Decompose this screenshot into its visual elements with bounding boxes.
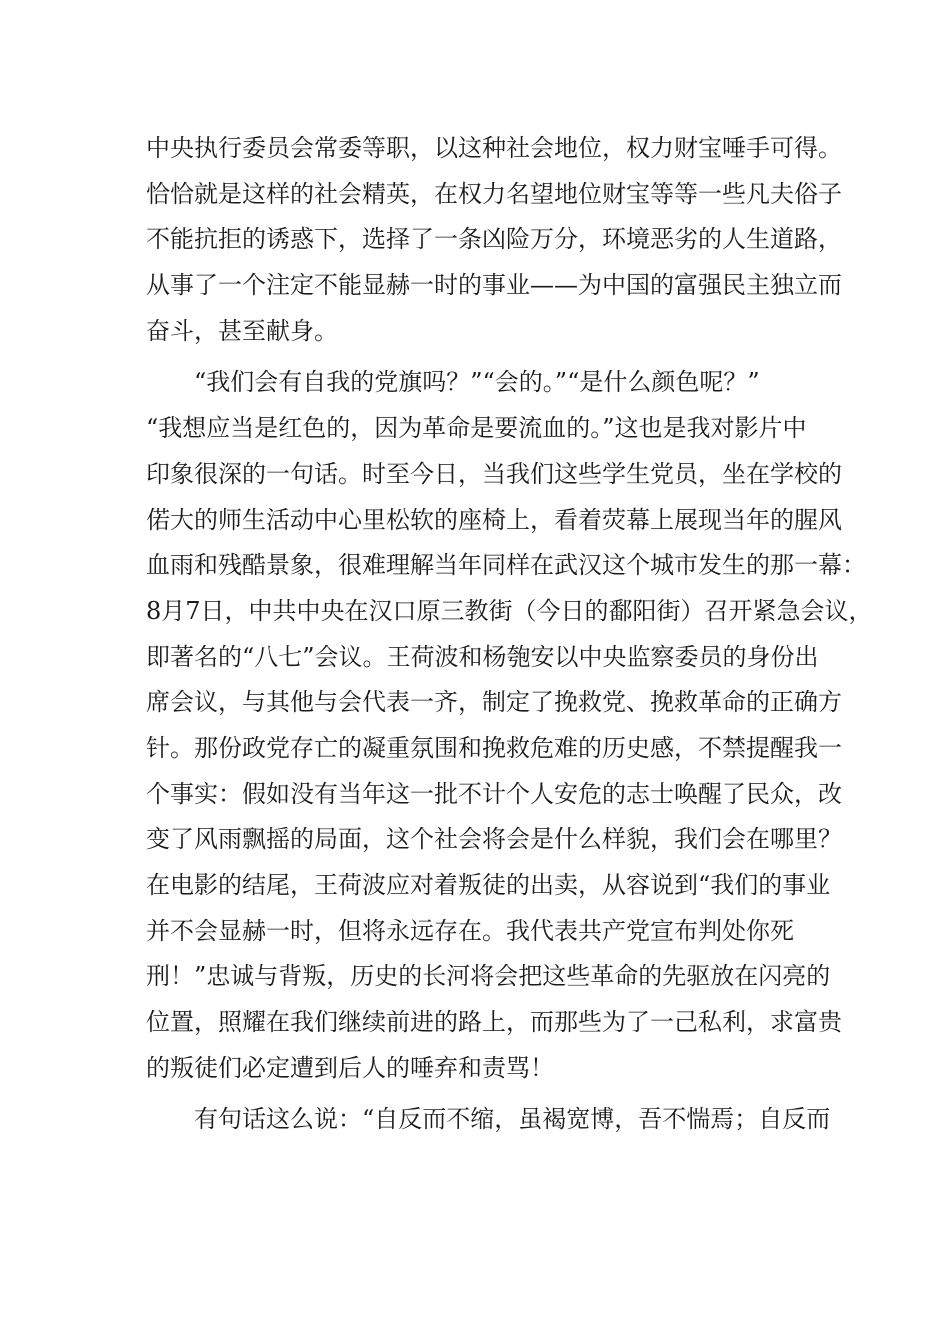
- text-line: 个事实：假如没有当年这一批不计个人安危的志士唤醒了民众，改: [146, 779, 842, 808]
- text-line: 席会议，与其他与会代表一齐，制定了挽救党、挽救革命的正确方: [146, 688, 842, 717]
- text-line: 血雨和残酷景象，很难理解当年同样在武汉这个城市发生的那一幕：: [146, 551, 866, 580]
- paragraph: [146, 360, 873, 1091]
- text-line: 即著名的“八七”会议。王荷波和杨匏安以中央监察委员的身份出: [146, 642, 819, 671]
- text-line: 针。那份政党存亡的凝重氛围和挽救危难的历史感，不禁提醒我一: [146, 733, 842, 762]
- text-line: 中央执行委员会常委等职，以这种社会地位，权力财宝唾手可得。: [146, 134, 842, 162]
- text-line: “我们会有自我的党旗吗？”“会的。”“是什么颜色呢？”: [194, 368, 760, 397]
- text-line: 恰恰就是这样的社会精英，在权力名望地位财宝等等一些凡夫俗子: [146, 179, 842, 208]
- text-line: 位置，照耀在我们继续前进的路上，而那些为了一己私利，求富贵: [146, 1008, 842, 1037]
- text-line: 印象很深的一句话。时至今日，当我们这些学生党员，坐在学校的: [146, 459, 842, 488]
- text-line: 从事了一个注定不能显赫一时的事业——为中国的富强民主独立而: [146, 271, 842, 300]
- text-line: 刑！”忠诚与背叛，历史的长河将会把这些革命的先驱放在闪亮的: [146, 962, 831, 991]
- text-line: 不能抗拒的诱惑下，选择了一条凶险万分，环境恶劣的人生道路，: [146, 225, 842, 254]
- text-line: 变了风雨飘摇的局面，这个社会将会是什么样貌，我们会在哪里？: [146, 825, 842, 854]
- paragraph: [146, 126, 842, 354]
- paragraph: [146, 1097, 831, 1143]
- body-text: [146, 126, 873, 1143]
- text-line: 偌大的师生活动中心里松软的座椅上，看着荧幕上展现当年的腥风: [146, 505, 842, 534]
- text-line: 的叛徒们必定遭到后人的唾弃和责骂！: [146, 1053, 554, 1082]
- text-line: 并不会显赫一时，但将永远存在。我代表共产党宣布判处你死: [146, 916, 794, 945]
- text-line: 在电影的结尾，王荷波应对着叛徒的出卖，从容说到“我们的事业: [146, 871, 831, 899]
- text-line: “我想应当是红色的，因为革命是要流血的。”这也是我对影片中: [146, 414, 807, 443]
- text-line: 有句话这么说：“自反而不缩，虽褐宽博，吾不惴焉；自反而: [194, 1105, 831, 1134]
- text-line: 奋斗，甚至献身。: [146, 316, 338, 345]
- text-line: 8月7日，中共中央在汉口原三教街（今日的鄱阳街）召开紧急会议，: [146, 596, 873, 625]
